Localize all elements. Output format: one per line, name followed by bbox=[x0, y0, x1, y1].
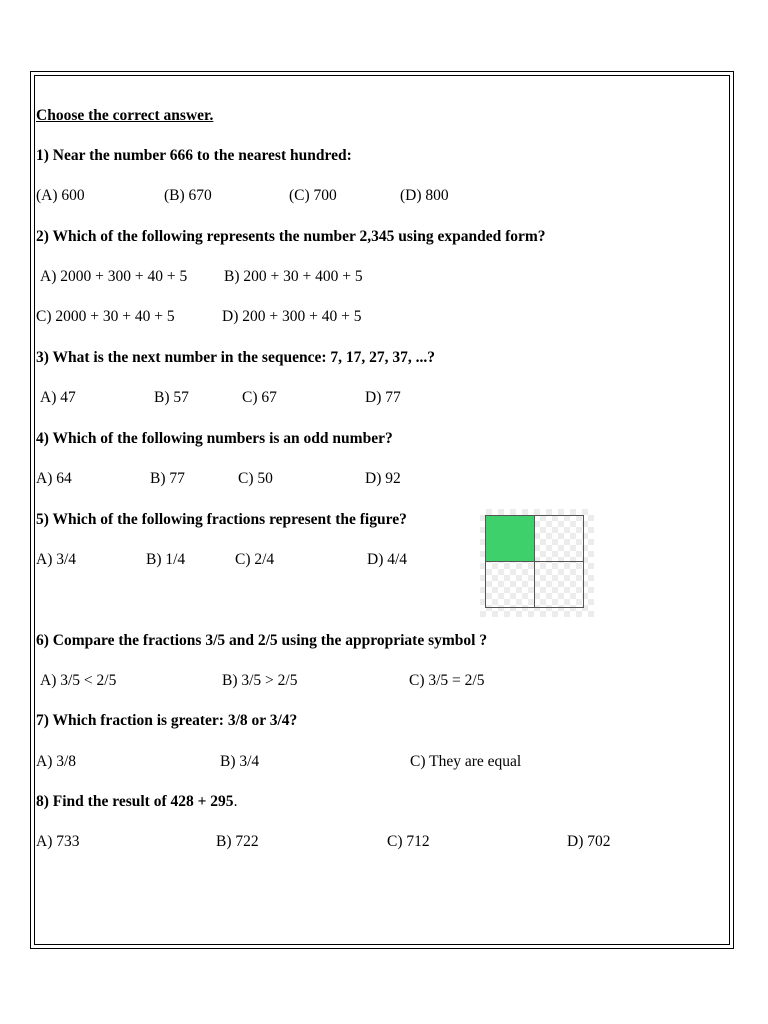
q5-option-b[interactable]: B) 1/4 bbox=[146, 551, 186, 568]
q8-option-a[interactable]: A) 733 bbox=[36, 833, 80, 850]
q6-option-c[interactable]: C) 3/5 = 2/5 bbox=[409, 672, 485, 689]
q6-option-a[interactable]: A) 3/5 < 2/5 bbox=[40, 672, 117, 689]
q8-option-c[interactable]: C) 712 bbox=[387, 833, 430, 850]
question-3: 3) What is the next number in the sequence: 7, 17, 27, 37, ...? bbox=[36, 349, 435, 366]
q1-option-b[interactable]: (B) 670 bbox=[164, 187, 212, 204]
question-2: 2) Which of the following represents the number 2,345 using expanded form? bbox=[36, 228, 546, 245]
q1-option-a[interactable]: (A) 600 bbox=[36, 187, 85, 204]
question-8-text: 8) Find the result of 428 + 295 bbox=[36, 793, 234, 810]
q7-option-c[interactable]: C) They are equal bbox=[410, 753, 522, 770]
instruction-heading: Choose the correct answer. bbox=[36, 107, 214, 124]
q7-option-a[interactable]: A) 3/8 bbox=[36, 753, 77, 770]
q4-option-d[interactable]: D) 92 bbox=[365, 470, 401, 487]
q6-option-b[interactable]: B) 3/5 > 2/5 bbox=[222, 672, 298, 689]
figure-part-4 bbox=[534, 561, 584, 608]
question-1: 1) Near the number 666 to the nearest hundred: bbox=[36, 147, 352, 164]
q2-option-c[interactable]: C) 2000 + 30 + 40 + 5 bbox=[36, 308, 175, 325]
q4-option-a[interactable]: A) 64 bbox=[36, 470, 72, 487]
question-8-period: . bbox=[233, 793, 238, 810]
q1-option-d[interactable]: (D) 800 bbox=[400, 187, 449, 204]
q7-option-b[interactable]: B) 3/4 bbox=[220, 753, 260, 770]
q3-option-b[interactable]: B) 57 bbox=[154, 389, 189, 406]
fraction-figure bbox=[480, 509, 594, 617]
figure-part-3 bbox=[485, 561, 535, 608]
q3-option-a[interactable]: A) 47 bbox=[40, 389, 76, 406]
question-7: 7) Which fraction is greater: 3/8 or 3/4? bbox=[36, 712, 298, 729]
q5-option-c[interactable]: C) 2/4 bbox=[235, 551, 275, 568]
q5-option-d[interactable]: D) 4/4 bbox=[367, 551, 408, 568]
question-8 bbox=[36, 792, 237, 812]
q5-option-a[interactable]: A) 3/4 bbox=[36, 551, 77, 568]
q4-option-b[interactable]: B) 77 bbox=[150, 470, 185, 487]
q4-option-c[interactable]: C) 50 bbox=[238, 470, 273, 487]
q8-option-d[interactable]: D) 702 bbox=[567, 833, 611, 850]
q2-option-a[interactable]: A) 2000 + 300 + 40 + 5 bbox=[40, 268, 188, 285]
question-5: 5) Which of the following fractions represent the figure? bbox=[36, 511, 407, 528]
q1-option-c[interactable]: (C) 700 bbox=[289, 187, 337, 204]
question-6: 6) Compare the fractions 3/5 and 2/5 using the appropriate symbol ? bbox=[36, 632, 488, 649]
q2-option-b[interactable]: B) 200 + 30 + 400 + 5 bbox=[224, 268, 363, 285]
q3-option-c[interactable]: C) 67 bbox=[242, 389, 277, 406]
question-4: 4) Which of the following numbers is an odd number? bbox=[36, 430, 393, 447]
q3-option-d[interactable]: D) 77 bbox=[365, 389, 401, 406]
q2-option-d[interactable]: D) 200 + 300 + 40 + 5 bbox=[222, 308, 362, 325]
figure-part-1 bbox=[485, 515, 535, 562]
q8-option-b[interactable]: B) 722 bbox=[216, 833, 259, 850]
figure-part-2 bbox=[534, 515, 584, 562]
